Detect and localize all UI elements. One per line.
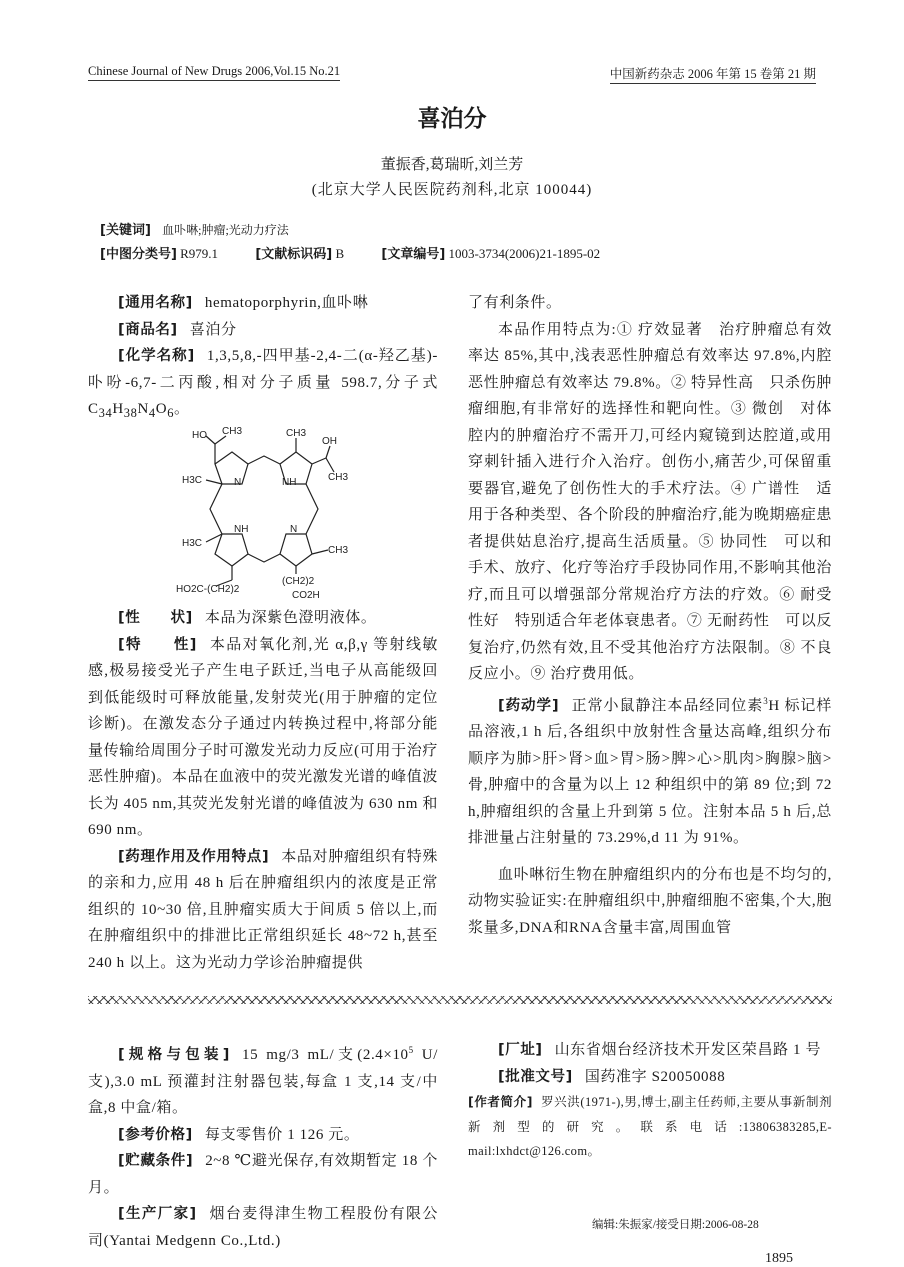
formula-part: 34 bbox=[98, 406, 113, 420]
label-oh: OH bbox=[322, 436, 337, 447]
label-h3c: H3C bbox=[182, 475, 203, 486]
pharmacokinetics-para bbox=[468, 688, 832, 852]
trade-name-text: 喜泊分 bbox=[189, 321, 237, 338]
trade-name-para bbox=[88, 317, 438, 344]
keywords-label: [关键词] bbox=[100, 223, 151, 238]
left-column-lower bbox=[88, 605, 438, 976]
structure-bonds bbox=[206, 436, 334, 586]
formula-part: H bbox=[112, 401, 124, 417]
label-h3c: H3C bbox=[182, 538, 203, 549]
appearance-label: [性 状] bbox=[118, 610, 193, 626]
properties-para bbox=[88, 632, 438, 844]
clc-value: R979.1 bbox=[180, 246, 219, 261]
chemical-name-para bbox=[88, 343, 438, 427]
label-n: N bbox=[234, 477, 242, 488]
authors: 董振香,葛瑞昕,刘兰芳 bbox=[380, 157, 524, 173]
approval-text: 国药准字 S20050088 bbox=[584, 1068, 726, 1085]
trade-name-label: [商品名] bbox=[118, 321, 178, 338]
article-no-label: [文章编号] bbox=[381, 247, 446, 262]
pharmacokinetics-label: [药动学] bbox=[498, 697, 560, 714]
label-chain-right: (CH2)2 bbox=[282, 576, 315, 587]
molecular-formula bbox=[88, 401, 175, 420]
pharmacokinetics-text: 正常小鼠静注本品经同位素 bbox=[571, 697, 764, 714]
generic-name-text: hematoporphyrin,血卟啉 bbox=[204, 295, 369, 311]
manufacturer-text: 烟台麦得津生物工程股份有限公司(Yantai Medgenn Co.,Ltd.) bbox=[88, 1206, 438, 1249]
price-para bbox=[88, 1122, 438, 1149]
right-column bbox=[468, 290, 832, 941]
approval-para bbox=[468, 1064, 832, 1091]
running-header-left: Chinese Journal of New Drugs 2006,Vol.15 No.21 bbox=[88, 64, 340, 81]
address-text: 山东省烟台经济技术开发区荣昌路 1 号 bbox=[554, 1042, 822, 1058]
address-label: [厂址] bbox=[498, 1042, 543, 1058]
page-number: 1895 bbox=[765, 1251, 793, 1266]
formula-part: O bbox=[155, 401, 168, 417]
properties-label: [特 性] bbox=[118, 636, 198, 653]
article-title: 喜泊分 bbox=[417, 106, 487, 132]
formula-part: 38 bbox=[123, 406, 138, 420]
chemical-name-end: 。 bbox=[174, 401, 190, 417]
label-ho: HO bbox=[192, 430, 207, 441]
author-bio-para bbox=[468, 1090, 832, 1164]
distribution-para: 血卟啉衍生物在肿瘤组织内的分布也是不均匀的,动物实验证实:在肿瘤组织中,肿瘤细胞不密集,个大,胞浆量多,DNA和RNA含量丰富,周围血管 bbox=[468, 866, 832, 936]
pharmacology-continued: 了有利条件。 bbox=[468, 295, 562, 311]
label-nh: NH bbox=[282, 477, 297, 488]
label-n: N bbox=[290, 524, 298, 535]
chemical-name-label: [化学名称] bbox=[118, 348, 195, 364]
left-column-top bbox=[88, 290, 438, 427]
clc-label: [中图分类号] bbox=[100, 247, 177, 262]
properties-text: 本品对氧化剂,光 α,β,γ 等射线敏感,极易接受光子产生电子跃迁,当电子从高能级回到低能级时可释放能量,发射荧光(用于肿瘤的定位诊断)。在激发态分子通过内转换过程中,将部分能量传输给周围分子时可激发光动力反应(可用于治疗恶性肿瘤)。本品在血液中的荧光激发光谱的峰值波长为 405 nm,其荧光发射光谱的峰值波为 630 nm 和 690 nm。 bbox=[88, 636, 438, 838]
price-text: 每支零售价 1 126 元。 bbox=[204, 1126, 360, 1143]
article-no-value: 1003-3734(2006)21-1895-02 bbox=[448, 246, 601, 261]
storage-text: 2~8 ℃避光保存,有效期暂定 18 个月。 bbox=[88, 1153, 438, 1196]
hematoporphyrin-structure bbox=[170, 422, 370, 602]
pharmacology-para bbox=[88, 844, 438, 977]
keywords-line bbox=[100, 219, 289, 238]
doc-code-value: B bbox=[335, 246, 345, 261]
features-para: 本品作用特点为:① 疗效显著 治疗肿瘤总有效率达 85%,其中,浅表恶性肿瘤总有效率达 97.8%,内腔恶性肿瘤总有效率达 79.8%。② 特异性高 只杀伤肿瘤细胞,有非常好的选择性和靶向性。③ 微创 对体腔内的肿瘤治疗不需开刀,可经内窥镜到达腔道,或用穿刺针插入进行介入治疗。创伤小,痛苦少,可保留重要器官,避免了创伤性大的手术疗法。④ 广谱性 适用于各种类型、各个阶段的肿瘤治疗,能为晚期癌症患者提供姑息治疗,提高生活质量。⑤ 协同性 可以和手术、放疗、化疗等治疗手段协同作用,不影响其他治疗,而且可以增强部分常规治疗方法的疗效。⑥ 耐受性好 特别适合年老体衰患者。⑦ 无耐药性 可以反复治疗,仍然有效,且不受其他治疗方法限制。⑧ 不良反应小。⑨ 治疗费用低。 bbox=[468, 321, 832, 682]
label-nh: NH bbox=[234, 524, 249, 535]
editor-line: 编辑:朱振家/接受日期:2006-08-28 bbox=[592, 1219, 759, 1231]
formula-part: 4 bbox=[148, 406, 156, 420]
label-co2h: CO2H bbox=[292, 590, 320, 601]
label-ch3: CH3 bbox=[222, 426, 243, 437]
bottom-left-column bbox=[88, 1037, 438, 1254]
appearance-para bbox=[88, 605, 438, 632]
packaging-para bbox=[88, 1037, 438, 1122]
generic-name-para bbox=[88, 290, 438, 317]
pharmacokinetics-text: H 标记样品溶液,1 h 后,各组织中放射性含量达高峰,组织分布顺序为肺>肝>肾>血>胃>肠>脾>心>肌肉>胸腺>脑>骨,肿瘤中的含量为以上 12 种组织中的第 89 位;到 72 h,肿瘤组织的含量上升到第 5 位。注射本品 5 h 后,总排泄量占注射量的 73.29%,d 11 为 91%。 bbox=[468, 697, 832, 846]
formula-part: N bbox=[137, 401, 149, 417]
pharmacology-text: 本品对肿瘤组织有特殊的亲和力,应用 48 h 后在肿瘤组织内的浓度是正常组织的 10~30 倍,且肿瘤实质大于间质 5 倍以上,而在肿瘤组织中的排泄比正常组织延长 48~72 h,甚至 240 h 以上。这为光动力学诊治肿瘤提供 bbox=[88, 848, 438, 971]
section-divider bbox=[88, 996, 832, 1004]
address-para bbox=[468, 1037, 832, 1064]
packaging-label: [规格与包装] bbox=[118, 1047, 231, 1063]
isotope-superscript: 3 bbox=[763, 695, 769, 706]
keywords: 血卟啉;肿瘤;光动力疗法 bbox=[162, 223, 289, 237]
packaging-text: 15 mg/3 mL/支(2.4×10 bbox=[242, 1047, 409, 1063]
pharmacology-label: [药理作用及作用特点] bbox=[118, 848, 270, 865]
manufacturer-para bbox=[88, 1201, 438, 1254]
appearance-text: 本品为深紫色澄明液体。 bbox=[204, 610, 377, 626]
formula-part: C bbox=[88, 401, 99, 417]
chemical-name-text: 1,3,5,8,-四甲基-2,4-二(α-羟乙基)-卟吩-6,7-二丙酸,相对分子质量 598.7,分子式 bbox=[88, 348, 438, 391]
author-bio-label: [作者简介] bbox=[468, 1094, 533, 1109]
label-ch3: CH3 bbox=[328, 545, 349, 556]
manufacturer-label: [生产厂家] bbox=[118, 1206, 197, 1222]
packaging-text: U/支),3.0 mL 预灌封注射器包装,每盒 1 支,14 支/中盒,8 中盒/箱。 bbox=[88, 1047, 438, 1116]
running-header-right: 中国新药杂志 2006 年第 15 卷第 21 期 bbox=[610, 64, 816, 84]
approval-label: [批准文号] bbox=[498, 1068, 573, 1085]
storage-para bbox=[88, 1148, 438, 1201]
generic-name-label: [通用名称] bbox=[118, 295, 193, 311]
storage-label: [贮藏条件] bbox=[118, 1153, 194, 1169]
exponent: 5 bbox=[408, 1045, 414, 1055]
label-chain-left: HO2C-(CH2)2 bbox=[176, 584, 240, 595]
affiliation: (北京大学人民医院药剂科,北京 100044) bbox=[311, 182, 593, 198]
label-ch3: CH3 bbox=[286, 428, 307, 439]
price-label: [参考价格] bbox=[118, 1126, 193, 1143]
formula-part: 6 bbox=[167, 406, 175, 420]
author-bio-text: 罗兴洪(1971-),男,博士,副主任药师,主要从事新制剂新剂型的研究。联系电话:13806383285,E-mail:lxhdct@126.com。 bbox=[468, 1095, 832, 1158]
label-ch3: CH3 bbox=[328, 472, 349, 483]
bottom-right-column bbox=[468, 1037, 832, 1164]
classification-line bbox=[100, 243, 600, 262]
doc-code-label: [文献标识码] bbox=[255, 247, 333, 262]
